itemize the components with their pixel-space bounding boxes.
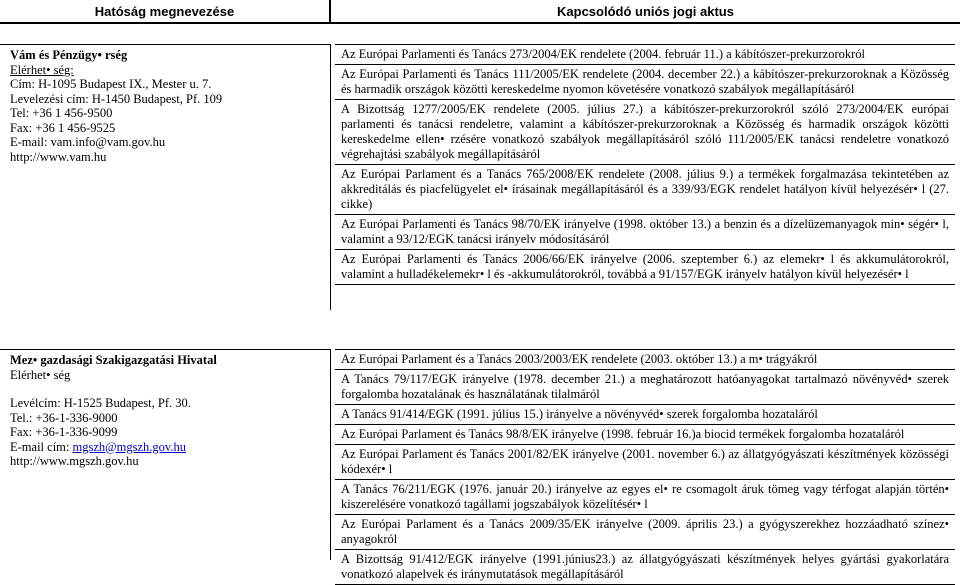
acts-list-mgszh bbox=[335, 349, 955, 585]
authority-name: Vám és Pénzügy• rség bbox=[10, 48, 128, 62]
act-item: Az Európai Parlament és a Tanács 765/2008/EK rendelete (2008. július 9.) a termékek forgalmazása tekintetében az akkreditálás és piacfelügyelet el• írásainak megállapításáról és a 339/93/EGK rendelet hatályon kívül helyezésér• l (27. cikke) bbox=[335, 165, 955, 215]
act-item: Az Európai Parlament és a Tanács 2009/35/EK irányelve (2009. április 23.) a gyógyszerekhez hozzáadható színez• anyagokról bbox=[335, 515, 955, 550]
contact-label: Elérhet• ség: bbox=[10, 62, 74, 77]
act-item: Az Európai Parlamenti és Tanács 273/2004/EK rendelete (2004. február 11.) a kábítószer-prekurzorokról bbox=[335, 44, 955, 65]
acts-list-vam bbox=[335, 44, 955, 285]
act-item: Az Európai Parlament és Tanács 2001/82/EK irányelve (2001. november 6.) az állatgyógyászati készítmények közösségi kódexér• l bbox=[335, 445, 955, 480]
act-item: A Tanács 79/117/EGK irányelve (1978. december 21.) a meghatározott hatóanyagokat tartalmazó növényvéd• szerek forgalomba hozatalának és használatának tilalmáról bbox=[335, 370, 955, 405]
act-item: A Tanács 91/414/EGK (1991. július 15.) irányelve a növényvéd• szerek forgalomba hozataláról bbox=[335, 405, 955, 425]
email-line: E-mail: vam.info@vam.gov.hu bbox=[10, 135, 166, 149]
acts-column-header: Kapcsolódó uniós jogi aktus bbox=[330, 0, 960, 23]
act-item: Az Európai Parlamenti és Tanács 111/2005/EK rendelete (2004. december 22.) a kábítószer-prekurzoroknak a Közösség és harmadik országok közötti kereskedelme nyomon követésére vonatkozó szabályok megállapításáról bbox=[335, 65, 955, 100]
row1-left-top-border bbox=[0, 44, 330, 45]
website-line: http://www.mgszh.gov.hu bbox=[10, 454, 139, 468]
phone-line: Tel: +36 1 456-9500 bbox=[10, 106, 113, 120]
contact-label: Elérhet• ség bbox=[10, 367, 71, 382]
row2-column-divider bbox=[330, 349, 331, 560]
phone-line: Tel.: +36-1-336-9000 bbox=[10, 410, 118, 425]
postal-address-line: Levélcím: H-1525 Budapest, Pf. 30. bbox=[10, 396, 191, 410]
row1-column-divider bbox=[330, 44, 331, 310]
act-item: Az Európai Parlamenti és Tanács 2006/66/EK irányelve (2006. szeptember 6.) az elemekr• l és akkumulátorokról, valamint a hulladékelemekr• l és -akkumulátorokról, továbbá a 91/157/EGK irányelv hatályon kívül helyezésér• l bbox=[335, 250, 955, 285]
authority-block-mgszh bbox=[10, 353, 217, 469]
authority-name: Mez• gazdasági Szakigazgatási Hivatal bbox=[10, 353, 217, 367]
act-item: Az Európai Parlamenti és Tanács 98/70/EK irányelve (1998. október 13.) a benzin és a dízelüzemanyagok min• ségér• l, valamint a 93/12/EGK tanácsi irányelv módosításáról bbox=[335, 215, 955, 250]
authority-block-vam bbox=[10, 48, 222, 164]
email-label: E-mail cím: bbox=[10, 439, 73, 454]
email-link[interactable]: mgszh@mgszh.gov.hu bbox=[72, 439, 186, 454]
fax-line: Fax: +36 1 456-9525 bbox=[10, 120, 116, 135]
website-line: http://www.vam.hu bbox=[10, 149, 107, 164]
email-line bbox=[10, 440, 217, 455]
table-header bbox=[0, 0, 960, 24]
fax-line: Fax: +36-1-336-9099 bbox=[10, 425, 118, 439]
act-item: Az Európai Parlament és Tanács 98/8/EK irányelve (1998. február 16.)a biocid termékek forgalomba hozataláról bbox=[335, 425, 955, 445]
act-item: A Bizottság 91/412/EGK irányelve (1991.június23.) az állatgyógyászati készítmények helyes gyártási gyakorlatára vonatkozó alapelvek és iránymutatások megállapításáról bbox=[335, 550, 955, 585]
act-item: A Bizottság 1277/2005/EK rendelete (2005. július 27.) a kábítószer-prekurzorokról szóló 273/2004/EK európai parlamenti és tanácsi rendeletre, valamint a kábítószer-prekurzoroknak a Közösség és harmadik országok közötti kereskedelme ellen• rzésére vonatkozó szabályok megállapításáról szóló 111/2005/EK tanácsi rendeletre vonatkozó végrehajtási szabályok megállapításáról bbox=[335, 100, 955, 165]
postal-address-line: Levelezési cím: H-1450 Budapest, Pf. 109 bbox=[10, 91, 223, 106]
row2-left-top-border bbox=[0, 349, 330, 350]
address-line: Cím: H-1095 Budapest IX., Mester u. 7. bbox=[10, 77, 212, 91]
authority-column-header: Hatóság megnevezése bbox=[0, 0, 330, 23]
act-item: A Tanács 76/211/EGK (1976. január 20.) irányelve az egyes el• re csomagolt áruk tömeg vagy térfogat alapján történ• kiszerelésére vonatkozó tagállami jogszabályok közelítésér• l bbox=[335, 480, 955, 515]
act-item: Az Európai Parlament és a Tanács 2003/2003/EK rendelete (2003. október 13.) a m• trágyákról bbox=[335, 349, 955, 370]
